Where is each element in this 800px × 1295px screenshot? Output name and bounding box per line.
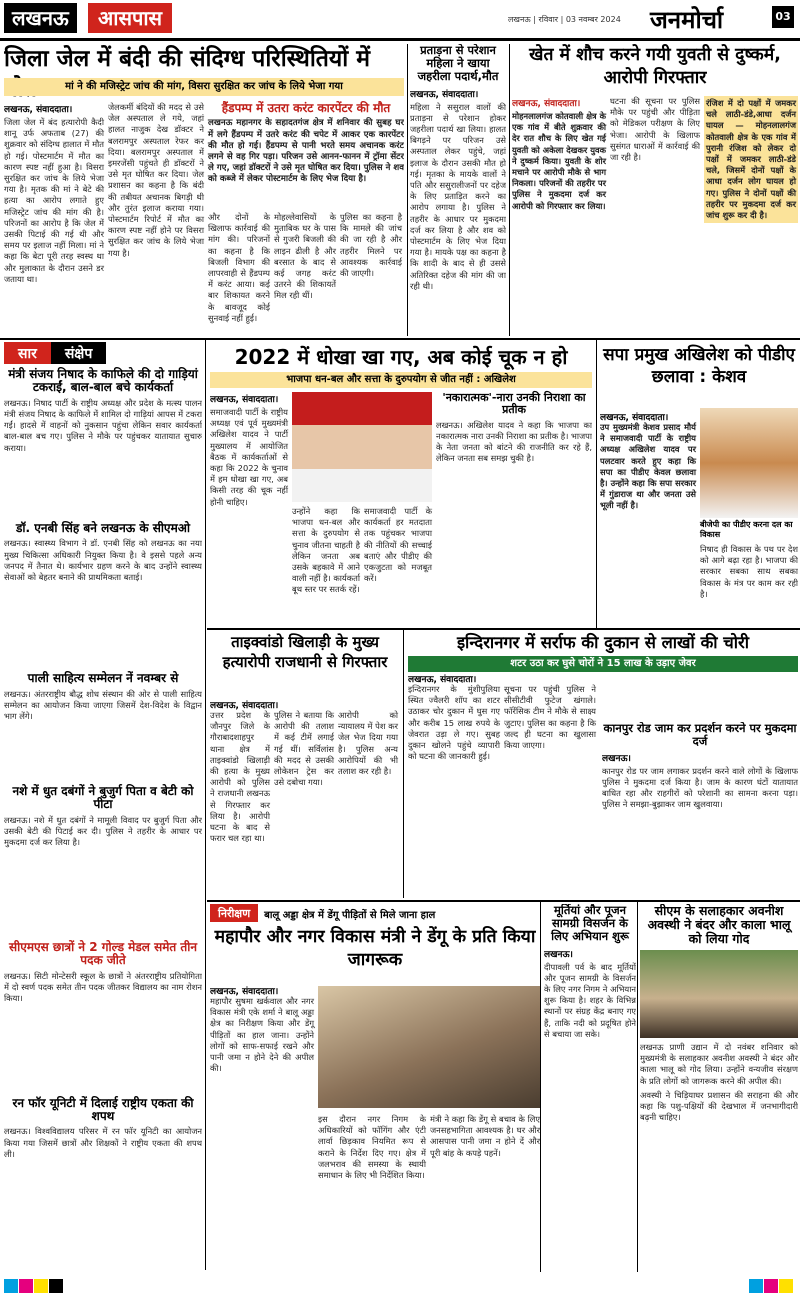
headline: खेत में शौच करने गयी युवती से दुष्कर्म, आरोपी गिरफ्तार (529, 45, 781, 88)
brief-body: लखनऊ। नशे में धुत दबंगों ने मामूली विवाद पर बुजुर्ग पिता और उसकी बेटी की पिटाई कर दी। पुलिस ने तहरीर के आधार पर मुकदमा दर्ज कर लिया है। (4, 814, 202, 848)
body: जेलकर्मी बंदियों की मदद से उसे जेल अस्पताल ले गये, जहां हालत नाजुक देख डॉक्टर ने बलरामपुर अस्पताल रेफर कर दिया। बलरामपुर अस्पताल में इमरजेंसी पहुंचते ही डॉक्टरों ने उसे मृत घोषित कर दिया। जेल प्रशासन का कहना है कि बंदी की तबीयत अचानक बिगड़ी थी और तुरंत इलाज कराया गया। पोस्टमार्टम रिपोर्ट में मौत का कारण स्पष्ट नहीं होने पर विसरा सुरक्षित कर जांच के लिये भेजा गया है। (108, 102, 204, 258)
headline: ताइक्वांडो खिलाड़ी के मुख्य हत्यारोपी राजधानी से गिरफ्तार (222, 633, 388, 671)
brief-body: लखनऊ। अंतरराष्ट्रीय बौद्ध शोध संस्थान की ओर से पाली साहित्य सम्मेलन का आयोजन किया जाएगा जिसमें देश-विदेश के विद्वान भाग लेंगे। (4, 688, 202, 722)
body: जिला जेल में बंद हत्यारोपी कैदी शानू उर्फ अफताब (27) की शुक्रवार को संदिग्ध हालात में मौत हो गई। पोस्टमार्टम में मौत का कारण स्पष्ट नहीं हुआ है। विसरा सुरक्षित कर जांच के लिये भेजा गया है। मृतक की मां ने बेटे की हत्या का आरोप लगाते हुए मजिस्ट्रेट जांच की मांग की है। परिजनों का आरोप है कि जेल में उसकी पिटाई की गई थी और समय पर इलाज नहीं मिला। मां ने कहा कि बेटा पूरी तरह स्वस्थ था और मुलाकात के दौरान उसने डर जताया था। (4, 117, 104, 284)
sub-headline: 'नकारात्मक'-नारा उनकी निराशा का प्रतीक (442, 391, 586, 417)
story-jewellery-body (408, 672, 598, 898)
brief-body: लखनऊ। विश्वविद्यालय परिसर में रन फॉर यूनिटी का आयोजन किया गया जिसमें छात्रों और शिक्षकों ने राष्ट्रीय एकता की शपथ ली। (4, 1126, 202, 1159)
story-keshav (600, 344, 798, 626)
story-handpump-cols (208, 212, 404, 336)
keshav-photo (700, 408, 798, 518)
body: इस दौरान नगर निगम के अधिकारियों को फॉगिंग और एंटी लार्वा छिड़काव नियमित रूप से कराने के निर्देश दिए गए। क्षेत्र में जलभराव की समस्या के स्थायी समाधान के लिए भी निर्देशित किया। (318, 1114, 426, 1181)
story-dowry-death (410, 44, 506, 336)
body: मोहनलालगंज कोतवाली क्षेत्र के एक गांव में बीते शुक्रवार की देर रात शौच के लिए खेत गई युवती को अकेला देखकर युवक ने दुष्कर्म किया। युवती के शोर मचाने पर आरोपी मौके से भाग निकला। परिजनों की तहरीर पर पुलिस ने मुकदमा दर्ज कर आरोपी को गिरफ्तार कर लिया। (512, 111, 606, 211)
section-tag: निरीक्षण (210, 904, 258, 922)
deck: बालू अड्डा क्षेत्र में डेंगू पीड़ितों से मिले जाना हाल (264, 910, 436, 921)
headline: महापौर और नगर विकास मंत्री ने डेंगू के प्रति किया जागरूक (214, 927, 536, 970)
byline: लखनऊ, संवाददाता। (210, 395, 279, 405)
body: पुलिस ने बताया कि आरोपी की तलाश में कई टीमें लगाई गई थीं। सर्विलांस की मदद से उसकी लोकेशन ट्रेस कर उसे दबोचा गया। (274, 710, 334, 788)
masthead (0, 0, 800, 42)
headline: जिला जेल में बंदी की संदिग्ध परिस्थितियों में (4, 46, 370, 72)
story-taekwondo (210, 632, 400, 892)
story-dengue (210, 904, 540, 1274)
headline: कानपुर रोड जाम कर प्रदर्शन करने पर मुकदमा दर्ज (603, 722, 797, 748)
brief-title: रन फॉर यूनिटी में दिलाई राष्ट्रीय एकता की शपथ (12, 1095, 194, 1123)
byline: लखनऊ, संवाददाता। (210, 987, 279, 997)
body: अवस्थी ने चिड़ियाघर प्रशासन की सराहना की और कहा कि पशु-पक्षियों की देखभाल में जनभागीदारी बढ़नी चाहिए। (640, 1089, 798, 1123)
byline: लखनऊ, संवाददाता। (210, 701, 279, 711)
inspection-photo (318, 986, 540, 1108)
byline: लखनऊ, संवाददाता। (512, 99, 581, 109)
brief-body: लखनऊ। स्वास्थ्य विभाग ने डॉ. एनबी सिंह को लखनऊ का नया मुख्य चिकित्सा अधिकारी नियुक्त किया है। वे इससे पहले अन्य जनपद में तैनात थे। कार्यभार ग्रहण करने के बाद उन्होंने स्वास्थ्य सेवाओं को बेहतर बनाने की प्राथमिकता बताई। (4, 538, 202, 582)
zoo-photo (640, 950, 798, 1038)
brief-sidebar (4, 342, 202, 1272)
body: मंत्री ने कहा कि डेंगू से बचाव के लिए जनसहभागिता आवश्यक है। घर और आसपास पानी जमा न होने दें और पूरी बांह के कपड़े पहनें। (430, 1114, 540, 1158)
deck: भाजपा धन-बल और सत्ता के दुरुपयोग से जीत नहीं : अखिलेश (210, 372, 592, 388)
byline: लखनऊ। (544, 949, 573, 960)
akhilesh-photo (292, 392, 432, 502)
body: घटना की सूचना पर पुलिस मौके पर पहुंची और पीड़िता को मेडिकल परीक्षण के लिए भेजा। आरोपी के खिलाफ सुसंगत धाराओं में कार्रवाई की जा रही है। (610, 96, 700, 163)
brief-title: पाली साहित्य सम्मेलन नें नवम्बर से (27, 671, 179, 686)
body: इन्दिरानगर के मुंशीपुलिया स्थित ज्वैलरी शॉप का शटर उठाकर चोर दुकान में घुस गए और करीब 15 लाख रुपये के जेवरात उड़ा ले गए। सुबह दुकान खोलने पहुंचे व्यापारी को घटना की जानकारी हुई। (408, 684, 500, 762)
byline: लखनऊ, संवाददाता। (4, 105, 73, 115)
body: कानपुर रोड पर जाम लगाकर प्रदर्शन करने वाले लोगों के खिलाफ पुलिस ने मुकदमा दर्ज किया है। जाम के कारण घंटों यातायात बाधित रहा और राहगीरों को परेशानी का सामना करना पड़ा। पुलिस ने समझा-बुझाकर जाम खुलवाया। (602, 765, 798, 810)
sidebar-tag-a: सार (4, 342, 51, 364)
headline: सीएम के सलाहकार अवनीश अवस्थी ने बंदर और काला भालू को लिया गोद (647, 904, 791, 946)
headline: 2022 में धोखा खा गए, अब कोई चूक न हो (234, 345, 568, 369)
body: मोहल्लेवासियों के मुताबिक घर के पास से गुजरी बिजली की लाइन ढीली है और बरसात के बाद से कई जगह करंट उतरने की शिकायतें मिल रही थीं। (274, 212, 336, 301)
body: दीपावली पर्व के बाद मूर्तियों और पूजन सामग्री के विसर्जन के लिए नगर निगम ने अभियान शुरू किया है। शहर के विभिन्न स्थानों पर संग्रह केंद्र बनाए गए हैं, ताकि नदी को प्रदूषित होने से बचाया जा सके। (544, 961, 636, 1039)
byline: लखनऊ। (602, 753, 631, 764)
story-assault (512, 44, 798, 336)
sidebar-tag-b: संक्षेप (51, 342, 106, 364)
body: पुलिस का कहना है कि मामले की जांच की जा रही है और तहरीर मिलने पर आवश्यक कार्रवाई की जाएगी। (340, 212, 402, 279)
byline: लखनऊ, संवाददाता। (410, 89, 479, 100)
sub-body: लखनऊ। अखिलेश यादव ने कहा कि भाजपा का नकारात्मक नारा उनकी निराशा का प्रतीक है। भाजपा के नेता जनता को बांटने की राजनीति कर रहे हैं, लेकिन जनता सब समझ चुकी है। (436, 419, 592, 464)
section-tag-left: लखनऊ (4, 3, 77, 33)
body: लखनऊ प्राणी उद्यान में दो नवंबर शनिवार को मुख्यमंत्री के सलाहकार अवनीश अवस्थी ने बंदर और काला भालू को गोद लिया। उन्होंने वन्यजीव संरक्षण के प्रति लोगों को जागरूक करने की अपील की। (640, 1042, 798, 1086)
deck: शटर उठा कर घुसे चोरों ने 15 लाख के उड़ाए जेवर (408, 656, 798, 672)
lead: लखनऊ महानगर के सहादतगंज क्षेत्र में शनिवार की सुबह घर में लगे हैंडपम्प में उतरे करंट की चपेट में आकर एक कारपेंटर की मौत हो गई। हैंडपम्प से पानी भरते समय अचानक करंट लगने से वह गिर पड़ा। परिजन उसे आनन-फानन में ट्रॉमा सेंटर ले गए, जहां डॉक्टरों ने उसे मृत घोषित कर दिया। पुलिस ने शव को कब्जे में लेकर पोस्टमार्टम के लिए भेज दिया है। (208, 118, 404, 185)
byline: लखनऊ, संवाददाता। (408, 675, 477, 685)
body: उत्तर प्रदेश के जौनपुर जिले के गौराबादशाहपुर थाना क्षेत्र में ताइक्वांडो खिलाड़ी की हत्या के मुख्य आरोपी को पुलिस ने राजधानी लखनऊ से गिरफ्तार कर लिया है। आरोपी घटना के बाद से फरार चल रहा था। (210, 710, 270, 844)
headline: हैंडपम्प में उतरा करंट कारपेंटर की मौत (221, 101, 391, 115)
story-akhilesh (210, 344, 592, 626)
body: निषाद ही विकास के पथ पर देश को आगे बढ़ा रहा है। भाजपा की सरकार सबका साथ सबका विकास के मंत्र पर काम कर रही है। (700, 544, 798, 599)
brief-title: सीएमएस छात्रों ने 2 गोल्ड मेडल समेत तीन पदक जीते (8, 939, 198, 968)
body: और दोनों के खिलाफ कार्रवाई की मांग की। परिजनों का कहना है कि बिजली विभाग की लापरवाही से हैंडपम्प में करंट आया। कई बार शिकायत करने के बावजूद कोई सुनवाई नहीं हुई। (208, 212, 270, 323)
body: समाजवादी पार्टी के कार्यकर्ता हर मतदाता तक पहुंचकर भाजपा की नीतियों की सच्चाई बताएं और पीडीए की एकजुटता को मजबूत करें। (364, 506, 432, 584)
brand-logo: जनमोर्चा (650, 5, 724, 34)
box: रंजिश में दो पक्षों में जमकर चले लाठी-डंडे,आधा दर्जन घायल — मोहनलालगंज कोतवाली क्षेत्र के एक गांव में पुरानी रंजिश को लेकर दो पक्षों में जमकर लाठी-डंडे चले, जिसमें दोनों पक्षों के आधा दर्जन लोग घायल हो गए। पुलिस ने दोनों पक्षों की तहरीर पर मुकदमा दर्ज कर जांच शुरू कर दी है। (704, 96, 798, 223)
body: उन्होंने कहा कि भाजपा धन-बल और सत्ता के दुरुपयोग से चुनाव जीतना चाहती है लेकिन जनता अब उसके बहकावे में आने वाली नहीं है। कार्यकर्ता बूथ स्तर पर सतर्क रहें। (292, 506, 360, 595)
photo-caption: बीजेपी का पीडीए करना दल का विकास (700, 520, 793, 539)
headline: सपा प्रमुख अखिलेश को पीडीए छलावा : केशव (603, 345, 795, 387)
body: महापौर सुषमा खर्कवाल और नगर विकास मंत्री एके शर्मा ने बालू अड्डा क्षेत्र का निरीक्षण किया और डेंगू पीड़ितों का हाल जाना। उन्होंने लोगों को साफ-सफाई रखने और पानी जमा न होने देने की अपील की। (210, 996, 314, 1074)
body: महिला ने ससुराल वालों की प्रताड़ना से परेशान होकर जहरीला पदार्थ खा लिया। हालत बिगड़ने पर परिजन उसे अस्पताल लेकर पहुंचे, जहां इलाज के दौरान उसकी मौत हो गई। मृतका के मायके वालों ने पति और ससुरालीजनों पर दहेज के लिए प्रताड़ित करने का आरोप लगाया है। पुलिस ने तहरीर के आधार पर मुकदमा दर्ज कर लिया है और शव को पोस्टमार्टम के लिए भेज दिया गया है। मायके पक्ष का कहना है कि शादी के बाद से ही उससे अतिरिक्त दहेज की मांग की जा रही थी। (410, 101, 506, 291)
brief-title: डॉ. एनबी सिंह बने लखनऊ के सीएमओ (15, 520, 191, 535)
brief-body: लखनऊ। सिटी मोन्टेसरी स्कूल के छात्रों ने अंतरराष्ट्रीय प्रतियोगिता में दो स्वर्ण पदक समेत तीन पदक जीतकर विद्यालय का नाम रोशन किया। (4, 970, 202, 1003)
color-registration-bar (0, 1278, 800, 1295)
story-road-block (602, 722, 798, 898)
byline: लखनऊ, संवाददाता। (600, 413, 669, 423)
headline: इन्दिरानगर में सर्राफ की दुकान से लाखों की चोरी (456, 633, 750, 652)
story-immersion (544, 904, 636, 1274)
sidebar-tag (4, 342, 202, 364)
brief-body: लखनऊ। निषाद पार्टी के राष्ट्रीय अध्यक्ष और प्रदेश के मत्स्य पालन मंत्री संजय निषाद के काफिले में शामिल दो गाड़ियां आपस में टकरा गईं। हादसे में वाहनों को नुकसान पहुंचा लेकिन सवार कार्यकर्ता बाल-बाल बच गए। पुलिस ने मौके पर पहुंचकर यातायात सुचारु कराया। (4, 397, 202, 453)
brief-title: नशे में धुत दबंगों ने बुजुर्ग पिता व बेटी को पीटा (12, 783, 194, 812)
story-zoo-adoption (640, 904, 798, 1274)
dateline: लखनऊ | रविवार | 03 नवम्बर 2024 (508, 15, 621, 24)
headline: मूर्तियां और पूजन सामग्री विसर्जन के लिए अभियान शुरू (551, 904, 629, 943)
deck: मां ने की मजिस्ट्रेट जांच की मांग, विसरा सुरक्षित कर जांच के लिये भेजा गया (4, 78, 404, 96)
page-number: 03 (772, 6, 794, 28)
body: आरोपी को न्यायालय में पेश कर जेल भेज दिया गया है। पुलिस अन्य आरोपियों की भी तलाश कर रही है। (338, 710, 398, 777)
body: सूचना पर पहुंची पुलिस ने सीसीटीवी फुटेज खंगाले। फॉरेंसिक टीम ने मौके से साक्ष्य जुटाए। पुलिस का कहना है कि जल्द ही घटना का खुलासा किया जाएगा। (504, 684, 596, 751)
body: उप मुख्यमंत्री केशव प्रसाद मौर्य ने समाजवादी पार्टी के राष्ट्रीय अध्यक्ष अखिलेश यादव पर पलटवार करते हुए कहा कि सपा का पीडीए केवल छलावा है। उन्होंने कहा कि सपा सरकार में गुंडाराज था और जनता उसे भूली नहीं है। (600, 422, 696, 511)
brief-title: मंत्री संजय निषाद के काफिले की दो गाड़ियां टकराईं, बाल-बाल बचे कार्यकर्ता (8, 367, 198, 395)
section-tag-right: आसपास (88, 3, 172, 33)
body: समाजवादी पार्टी के राष्ट्रीय अध्यक्ष एवं पूर्व मुख्यमंत्री अखिलेश यादव ने पार्टी मुख्यालय में आयोजित बैठक में कार्यकर्ताओं से कहा कि 2022 के चुनाव में हम धोखा खा गए, अब किसी तरह की चूक नहीं होनी चाहिए। (210, 407, 288, 507)
headline: प्रताड़ना से परेशान महिला ने खाया जहरीला पदार्थ,मौत (417, 44, 499, 83)
